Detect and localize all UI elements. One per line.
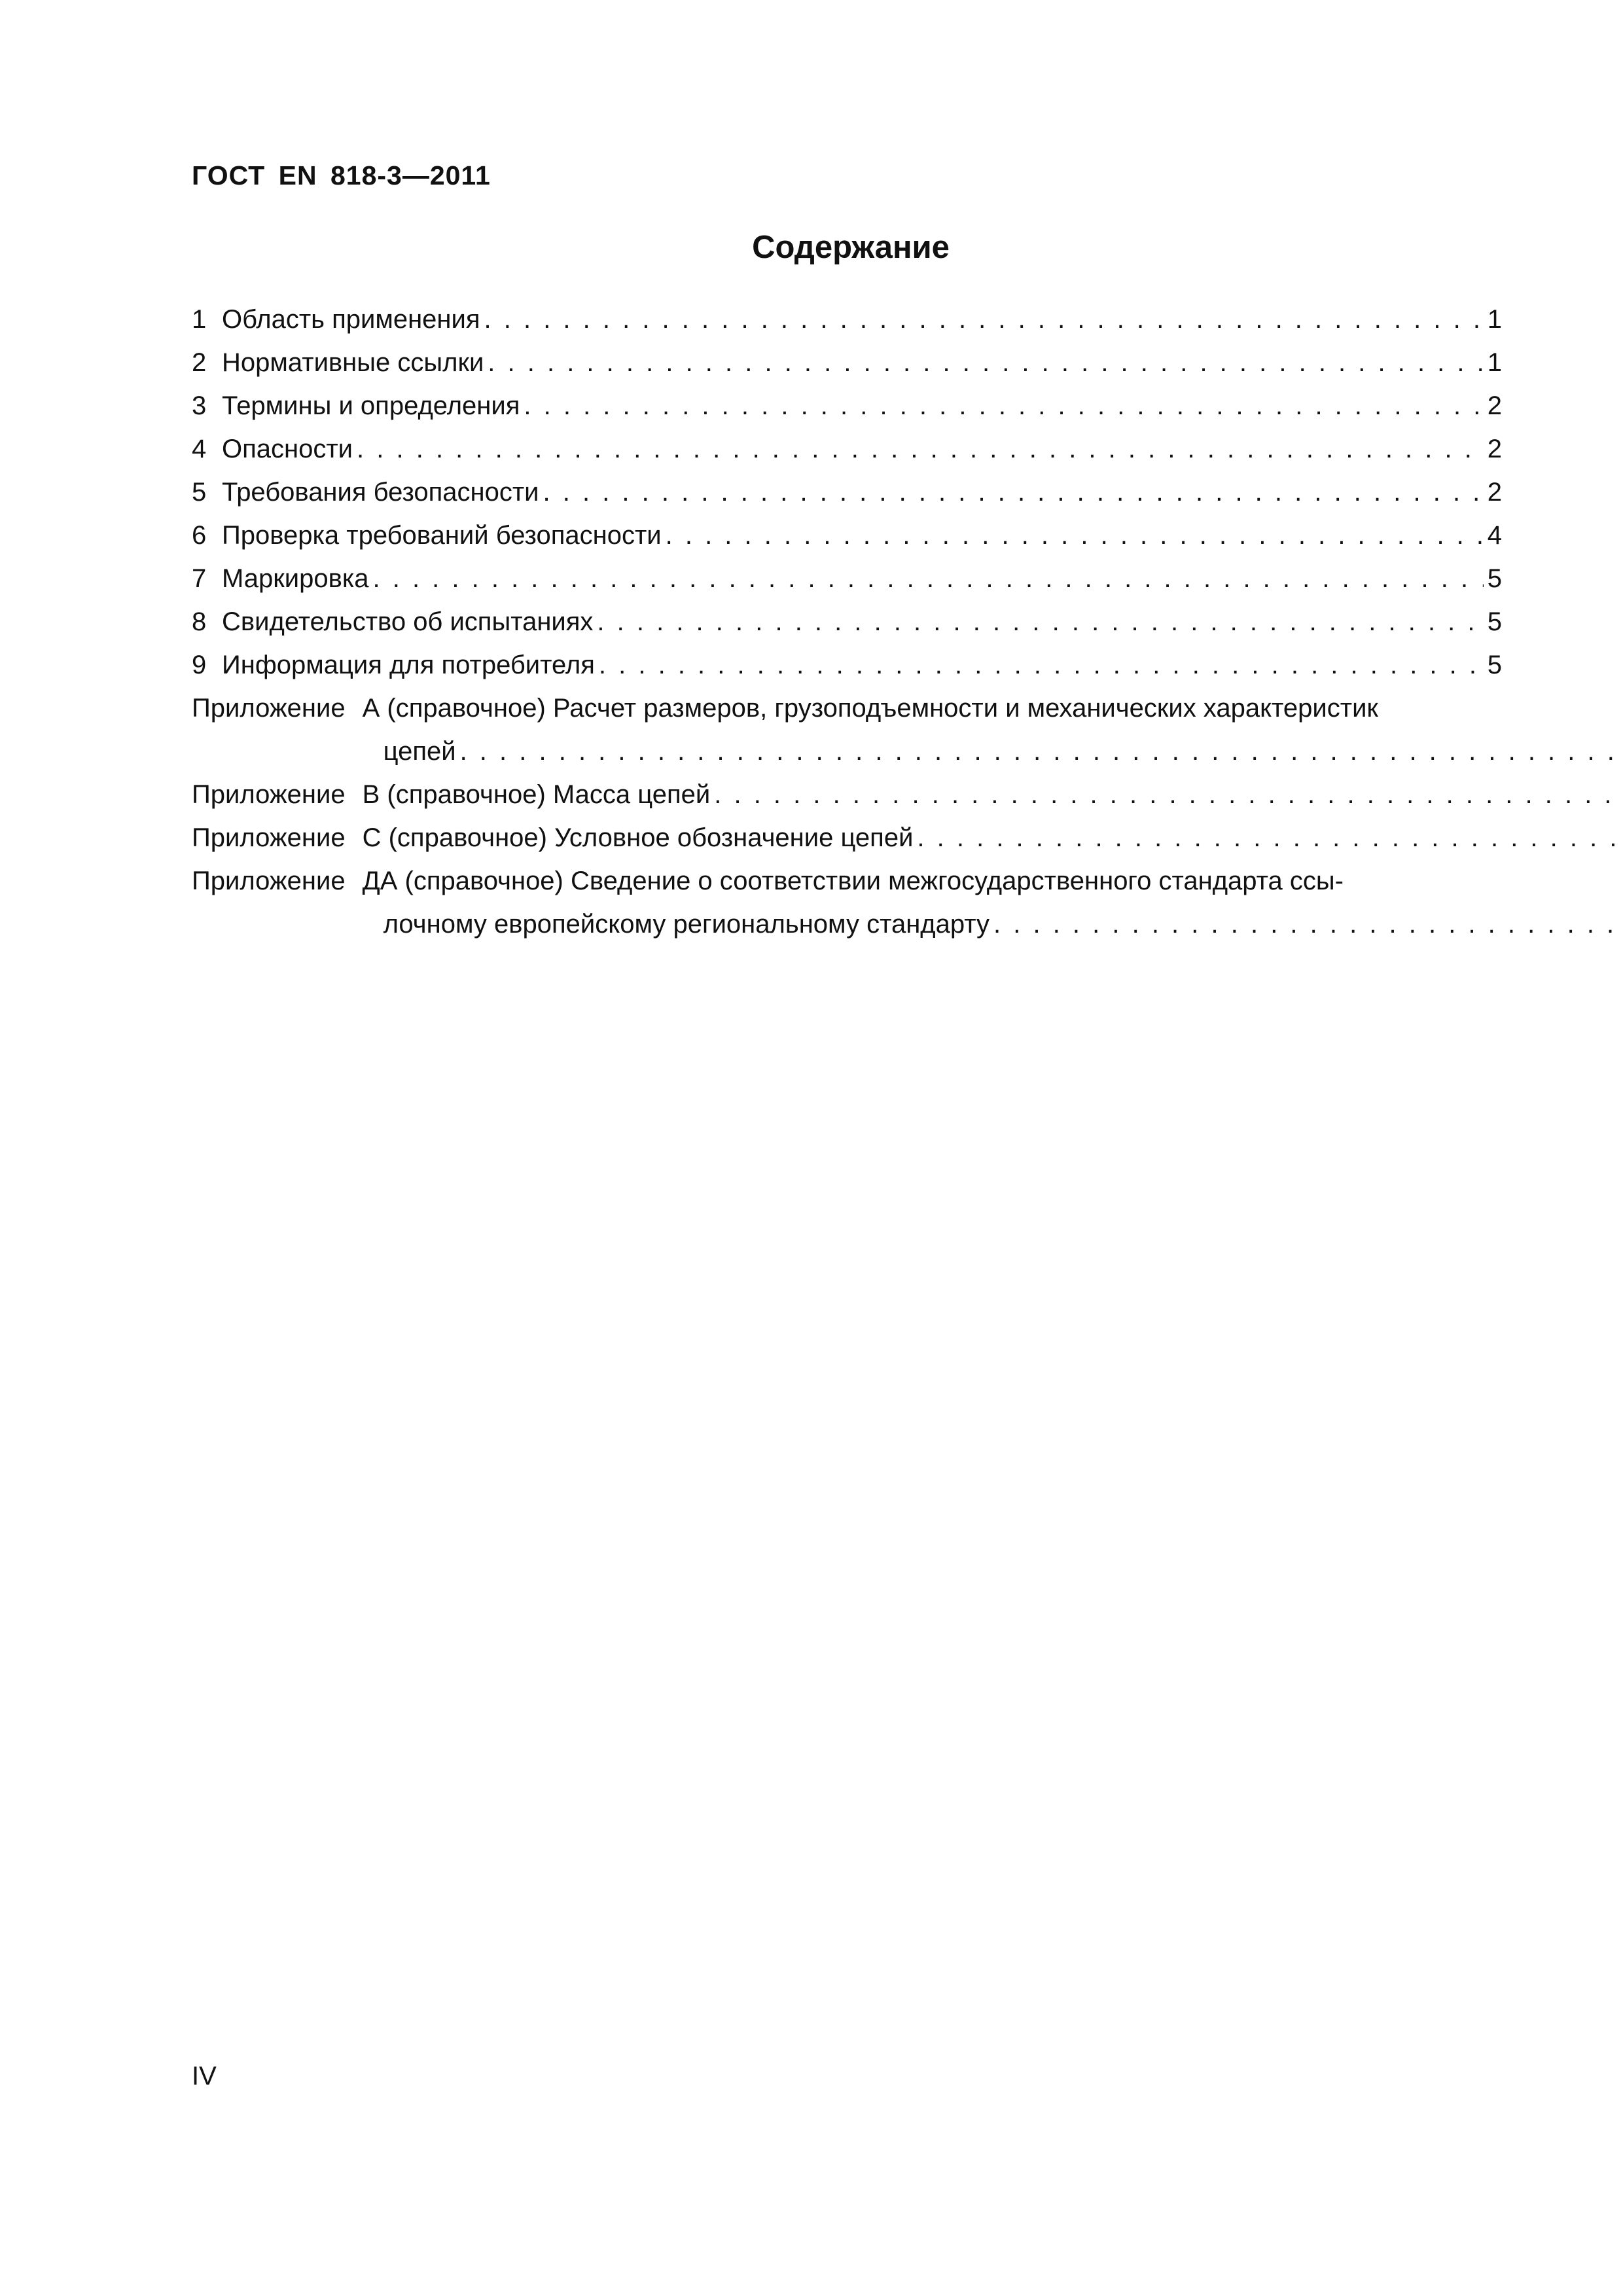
- toc-entry-page: 5: [1487, 651, 1502, 679]
- toc-entry-page: 5: [1487, 564, 1502, 593]
- toc-entry-title: Нормативные ссылки: [222, 348, 484, 377]
- annex-label: Приложение: [192, 694, 346, 723]
- toc-entry-title: Маркировка: [222, 564, 369, 593]
- dot-leader: [714, 773, 1623, 816]
- toc-annex-entry[interactable]: [192, 816, 1502, 859]
- toc-entry-number: 5: [192, 478, 207, 507]
- toc-entry-number: 3: [192, 391, 207, 420]
- toc-entry-title: Свидетельство об испытаниях: [222, 607, 594, 636]
- toc-entry-number: 9: [192, 651, 207, 679]
- dot-leader: [543, 471, 1484, 514]
- dot-leader: [993, 903, 1623, 946]
- dot-leader: [599, 643, 1484, 687]
- toc-heading: Содержание: [752, 230, 950, 265]
- toc-entry-title: Проверка требований безопасности: [222, 521, 662, 550]
- toc-entry-page: 5: [1487, 607, 1502, 636]
- toc-entry-number: 8: [192, 607, 207, 636]
- dot-leader: [484, 298, 1484, 341]
- toc-entry[interactable]: [192, 600, 1502, 643]
- toc-entry-title: Термины и определения: [222, 391, 520, 420]
- dot-leader: [597, 600, 1483, 643]
- dot-leader: [666, 514, 1484, 557]
- toc-entry-title: Область применения: [222, 305, 480, 334]
- annex-title-continuation: лочному европейскому региональному стандарту: [383, 910, 990, 939]
- toc-entry-number: 6: [192, 521, 207, 550]
- dot-leader: [357, 427, 1484, 471]
- toc-entry[interactable]: [192, 427, 1502, 471]
- toc-annex-entry[interactable]: [192, 773, 1502, 816]
- table-of-contents: [192, 298, 1502, 946]
- annex-title-continuation: цепей: [383, 737, 456, 766]
- toc-annex-entry[interactable]: [192, 687, 1502, 773]
- annex-title: С (справочное) Условное обозначение цепей: [362, 823, 914, 852]
- toc-entry-title: Требования безопасности: [222, 478, 539, 507]
- dot-leader: [524, 384, 1483, 427]
- toc-entry-page: 1: [1487, 305, 1502, 334]
- toc-entry-number: 2: [192, 348, 207, 377]
- annex-title-line: ДА (справочное) Сведение о соответствии межгосударственного стандарта ссы-: [362, 867, 1344, 895]
- annex-title-line: А (справочное) Расчет размеров, грузоподъемности и механических характеристик: [362, 694, 1378, 723]
- toc-entry-page: 2: [1487, 478, 1502, 507]
- toc-entry[interactable]: [192, 341, 1502, 384]
- toc-entry-title: Опасности: [222, 435, 353, 463]
- toc-entry[interactable]: [192, 471, 1502, 514]
- toc-entry-page: 2: [1487, 435, 1502, 463]
- page-number: IV: [192, 2062, 217, 2090]
- annex-label: Приложение: [192, 867, 346, 895]
- toc-entry[interactable]: [192, 643, 1502, 687]
- toc-entry-page: 2: [1487, 391, 1502, 420]
- dot-leader: [488, 341, 1483, 384]
- toc-entry-number: 4: [192, 435, 207, 463]
- toc-entry-page: 4: [1487, 521, 1502, 550]
- dot-leader: [372, 557, 1483, 600]
- toc-entry[interactable]: [192, 557, 1502, 600]
- toc-entry-number: 1: [192, 305, 207, 334]
- dot-leader: [917, 816, 1623, 859]
- toc-entry[interactable]: [192, 514, 1502, 557]
- toc-entry[interactable]: [192, 298, 1502, 341]
- document-header: ГОСТ EN 818-3—2011: [192, 160, 491, 190]
- dot-leader: [460, 730, 1623, 773]
- toc-entry-page: 1: [1487, 348, 1502, 377]
- toc-entry-title: Информация для потребителя: [222, 651, 595, 679]
- toc-entry-number: 7: [192, 564, 207, 593]
- annex-title: В (справочное) Масса цепей: [362, 780, 711, 809]
- toc-annex-entry[interactable]: [192, 859, 1502, 946]
- annex-label: Приложение: [192, 823, 346, 852]
- toc-entry[interactable]: [192, 384, 1502, 427]
- annex-label: Приложение: [192, 780, 346, 809]
